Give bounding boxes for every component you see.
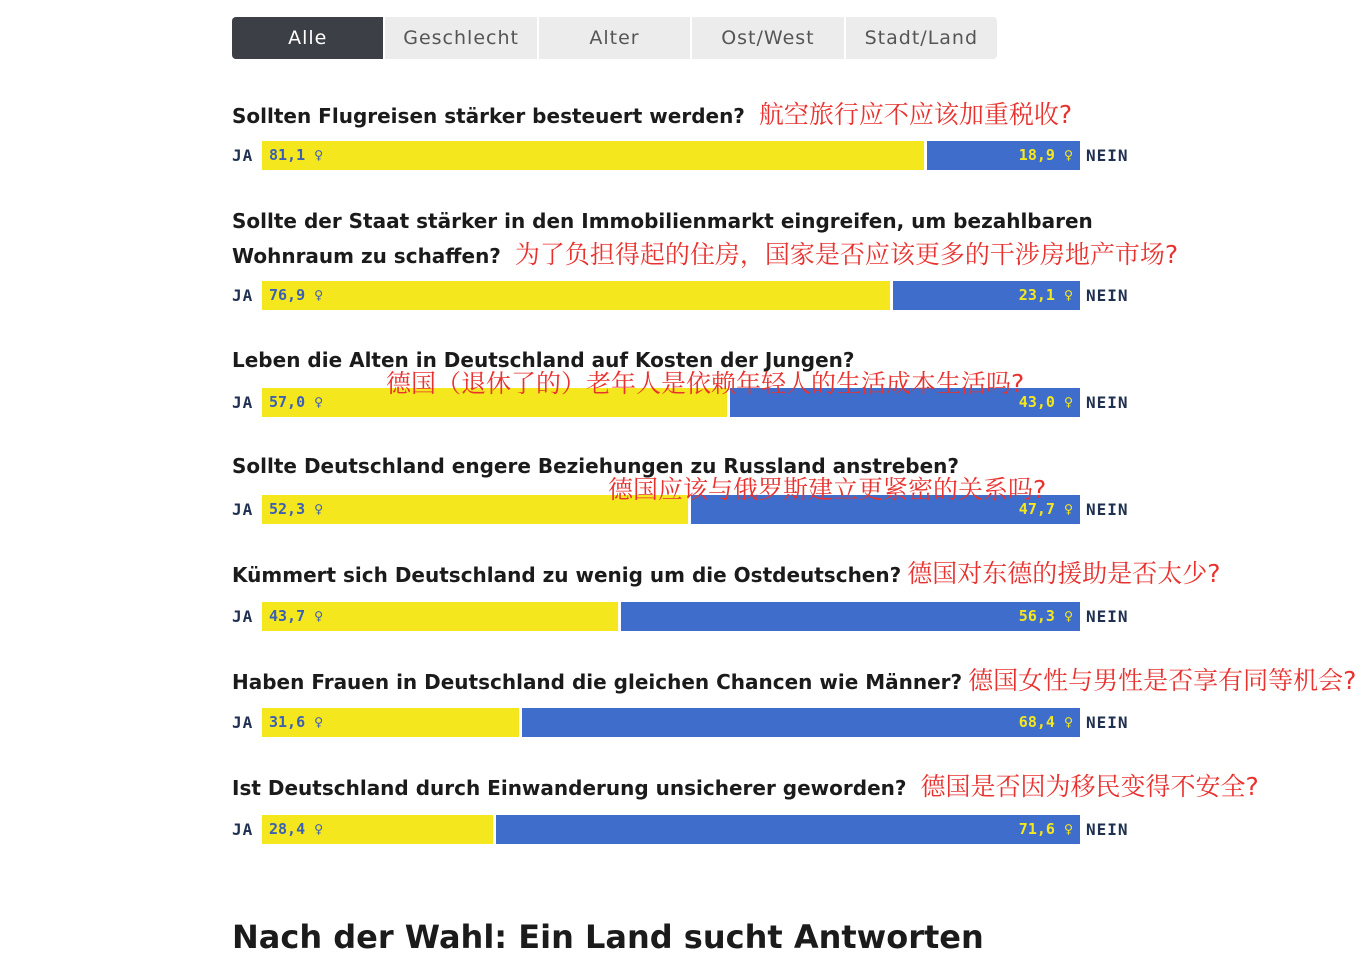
question-de: Sollte Deutschland engere Beziehungen zu Russland anstreben? — [232, 454, 960, 478]
question-text — [232, 205, 1362, 238]
nein-value: 68,4 — [1018, 713, 1055, 731]
nein-label: NEIN — [1086, 500, 1129, 519]
nein-bar: 43,0 ♀ — [730, 388, 1080, 417]
ja-label: JA — [232, 393, 254, 412]
result-row — [232, 602, 1142, 631]
stacked-bar — [262, 602, 1080, 631]
ja-label: JA — [232, 146, 254, 165]
nein-value: 56,3 — [1018, 607, 1055, 625]
ja-label: JA — [232, 500, 254, 519]
ja-bar: 43,7 ♀ — [262, 602, 618, 631]
ja-value: 76,9 — [269, 286, 306, 304]
ja-bar: 31,6 ♀ — [262, 708, 519, 737]
tab-alle[interactable]: Alle — [232, 17, 385, 59]
question-de: Leben die Alten in Deutschland auf Kosten der Jungen? — [232, 348, 855, 372]
nein-bar: 18,9 ♀ — [927, 141, 1080, 170]
result-row — [232, 708, 1142, 737]
ja-bar: 81,1 ♀ — [262, 141, 924, 170]
question-zh-annotation: 航空旅行应不应该加重税收? — [758, 100, 1073, 129]
nein-value: 18,9 — [1018, 146, 1055, 164]
question-block — [232, 98, 1362, 173]
stacked-bar — [262, 708, 1080, 737]
tab-geschlecht[interactable]: Geschlecht — [385, 17, 538, 59]
nein-bar: 23,1 ♀ — [893, 281, 1080, 310]
question-zh-annotation: 德国（退休了的）老年人是依赖年轻人的生活成本生活吗? — [386, 369, 1025, 398]
question-text — [232, 238, 1362, 273]
ja-value: 81,1 — [269, 146, 306, 164]
question-de: Sollte der Staat stärker in den Immobilienmarkt eingreifen, um bezahlbaren — [232, 209, 1093, 233]
ja-value: 57,0 — [269, 393, 306, 411]
question-zh-annotation: 为了负担得起的住房，国家是否应该更多的干涉房地产市场? — [514, 240, 1179, 269]
nein-value: 47,7 — [1018, 500, 1055, 518]
question-zh-annotation: 德国女性与男性是否享有同等机会? — [968, 666, 1357, 695]
nein-value: 23,1 — [1018, 286, 1055, 304]
stacked-bar — [262, 281, 1080, 310]
nein-label: NEIN — [1086, 146, 1129, 165]
question-block — [232, 770, 1362, 845]
ja-label: JA — [232, 607, 254, 626]
result-row — [232, 281, 1142, 310]
question-zh-annotation: 德国应该与俄罗斯建立更紧密的关系吗? — [608, 475, 1047, 504]
question-de: Ist Deutschland durch Einwanderung unsicherer geworden? — [232, 776, 907, 800]
question-de: Sollten Flugreisen stärker besteuert werden? — [232, 104, 745, 128]
question-block — [232, 450, 1362, 525]
tab-stadt-land[interactable]: Stadt/Land — [846, 17, 997, 59]
next-section-heading: Nach der Wahl: Ein Land sucht Antworten — [232, 918, 984, 956]
nein-bar: 68,4 ♀ — [522, 708, 1080, 737]
nein-label: NEIN — [1086, 713, 1129, 732]
ja-bar: 28,4 ♀ — [262, 815, 493, 844]
question-text — [232, 557, 1362, 592]
ja-label: JA — [232, 713, 254, 732]
question-text — [232, 770, 1362, 805]
question-block — [232, 205, 1362, 315]
nein-bar: 47,7 ♀ — [691, 495, 1080, 524]
question-text — [232, 664, 1362, 699]
tab-alter[interactable]: Alter — [539, 17, 692, 59]
ja-label: JA — [232, 286, 254, 305]
result-row — [232, 815, 1142, 844]
question-block — [232, 344, 1362, 419]
tab-ost-west[interactable]: Ost/West — [692, 17, 845, 59]
nein-label: NEIN — [1086, 820, 1129, 839]
nein-bar: 56,3 ♀ — [621, 602, 1080, 631]
result-row — [232, 141, 1142, 170]
question-block — [232, 664, 1362, 739]
nein-value: 71,6 — [1018, 820, 1055, 838]
question-zh-annotation: 德国是否因为移民变得不安全? — [920, 772, 1259, 801]
question-de: Kümmert sich Deutschland zu wenig um die Ostdeutschen? — [232, 563, 902, 587]
stacked-bar — [262, 141, 1080, 170]
nein-value: 43,0 — [1018, 393, 1055, 411]
ja-bar: 57,0 ♀ — [262, 388, 727, 417]
ja-bar: 52,3 ♀ — [262, 495, 688, 524]
ja-bar: 76,9 ♀ — [262, 281, 890, 310]
nein-label: NEIN — [1086, 393, 1129, 412]
ja-value: 28,4 — [269, 820, 306, 838]
question-text — [232, 98, 1362, 133]
filter-tabs — [232, 17, 997, 59]
ja-label: JA — [232, 820, 254, 839]
question-de: Wohnraum zu schaffen? — [232, 244, 501, 268]
nein-label: NEIN — [1086, 286, 1129, 305]
ja-value: 31,6 — [269, 713, 306, 731]
question-zh-annotation: 德国对东德的援助是否太少? — [907, 559, 1221, 588]
ja-value: 52,3 — [269, 500, 306, 518]
question-de: Haben Frauen in Deutschland die gleichen Chancen wie Männer? — [232, 670, 963, 694]
nein-bar: 71,6 ♀ — [496, 815, 1080, 844]
stacked-bar — [262, 815, 1080, 844]
question-block — [232, 557, 1362, 632]
ja-value: 43,7 — [269, 607, 306, 625]
nein-label: NEIN — [1086, 607, 1129, 626]
